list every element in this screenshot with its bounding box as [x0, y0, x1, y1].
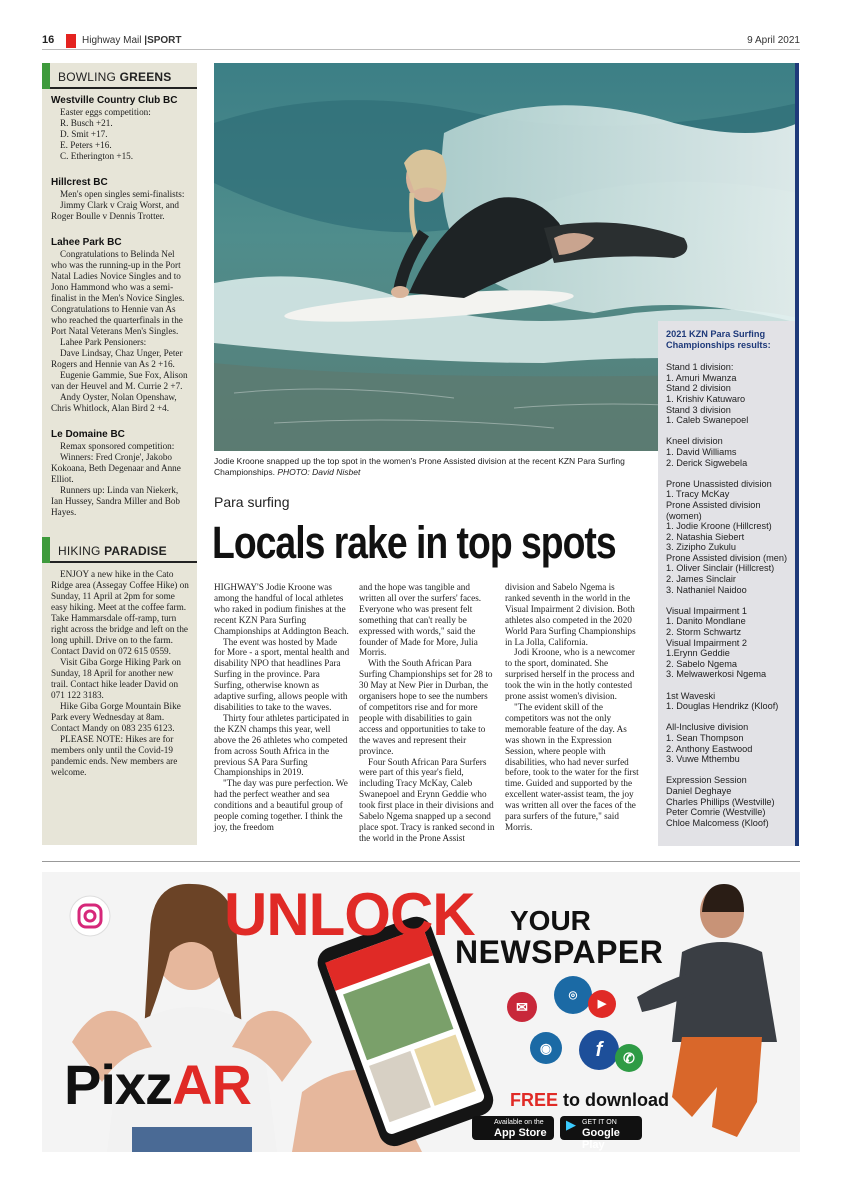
club-result-line: R. Busch +21.: [60, 118, 113, 128]
results-line: Kneel division: [666, 436, 723, 447]
hiking-section-title: [58, 544, 167, 558]
results-line: 2. Sabelo Ngema: [666, 658, 737, 669]
facebook-icon: f: [579, 1030, 619, 1070]
article-paragraph: The event was hosted by Made for More - a sport, mental health and disability NPO that headlines Para Surfing in the province. Para Surfing, otherwise known as adaptive surfing, allows people with disabilities to take to the waves.: [214, 636, 350, 712]
results-line: 1. Caleb Swanepoel: [666, 415, 749, 426]
results-title: 2021 KZN Para Surfing Championships results:: [666, 329, 771, 350]
photo-caption: [214, 456, 634, 478]
club-result-line: Eugenie Gammie, Sue Fox, Alison van der Heuvel and M. Currie 2 +7.: [51, 370, 188, 391]
results-line: Peter Comrie (Westville): [666, 807, 766, 818]
results-line: 2. James Sinclair: [666, 574, 736, 585]
article-paragraph: HIGHWAY'S Jodie Kroone was among the handful of local athletes who raked in podium finishes at the recent KZN Para Surfing Championships at Addington Beach.: [214, 582, 349, 636]
article-column-3: [505, 582, 641, 833]
club-result-line: D. Smit +17.: [60, 129, 108, 139]
club-name: Westville Country Club BC: [51, 95, 178, 106]
results-line: 1. Krishiv Katuwaro: [666, 393, 746, 404]
results-line: Expression Session: [666, 775, 747, 786]
photo-credit: PHOTO: David Nisbet: [277, 467, 361, 477]
caption-text: Jodie Kroone snapped up the top spot in the women's Prone Assisted division at the recent KZN Para Surfing Championships.: [214, 456, 625, 477]
section-name: SPORT: [147, 35, 182, 46]
app-store-badge[interactable]: [472, 1116, 554, 1140]
results-line: 3. Melwawerkosi Ngema: [666, 669, 767, 680]
club-name: Hillcrest BC: [51, 177, 108, 188]
results-line: 1. Sean Thompson: [666, 732, 744, 743]
article-column-1: [214, 582, 350, 833]
google-play-badge[interactable]: [560, 1116, 642, 1151]
ad-free-word: FREE: [510, 1090, 559, 1110]
hiking-section-header: [42, 537, 197, 563]
results-group: [666, 691, 795, 712]
club-name: Le Domaine BC: [51, 429, 125, 440]
publication-name: Highway Mail: [82, 35, 142, 46]
club-result-line: E. Peters +16.: [60, 140, 112, 150]
page-divider: [42, 861, 800, 862]
results-line: Chloe Malcomess (Kloof): [666, 817, 769, 828]
hiking-paragraph: ENJOY a new hike in the Cato Ridge area (Assegay Coffee Hike) on Sunday, 11 April at 2pm for some easy hiking. Meet at the coffee farm. Take Hammarsdale off-ramp, turn right across the bridge and left on the long uphill. Drive on to the farm. Contact David on 072 615 0559.: [51, 569, 189, 656]
page-header: [42, 34, 800, 50]
google-play-big-text: Google Play: [582, 1127, 620, 1151]
bowling-title-light: BOWLING: [58, 70, 117, 84]
youtube-icon: ▶: [588, 990, 616, 1018]
results-line: Visual Impairment 1: [666, 605, 748, 616]
article-paragraph: With the South African Para Surfing Championships set for 28 to 30 May at New Pier in Durban, the organisers hope to see the numbers of competitors rise and for more people with disabilities to gain access and opportunities to take to the waves and represent their province.: [359, 658, 493, 756]
club-result-line: Remax sponsored competition:: [60, 441, 175, 451]
club-result-line: Men's open singles semi-finalists:: [60, 189, 185, 199]
club-result-line: Winners: Fred Cronje', Jakobo Kokoana, Beth Degenaar and Anne Elliot.: [51, 452, 181, 484]
article-kicker: Para surfing: [214, 494, 290, 510]
google-play-small-text: GET IT ON: [582, 1119, 617, 1126]
results-line: Stand 1 division:: [666, 362, 734, 373]
app-store-small-text: Available on the: [494, 1119, 544, 1126]
article-column-2: [359, 582, 495, 844]
article-headline: Locals rake in top spots: [212, 517, 616, 568]
results-line: 1. Tracy McKay: [666, 489, 730, 500]
hiking-title-bold: PARADISE: [104, 544, 167, 558]
app-store-big-text: App Store: [494, 1127, 547, 1139]
results-line: Prone Assisted division (women): [666, 499, 761, 521]
bowling-title-bold: GREENS: [119, 70, 172, 84]
hiking-paragraph: PLEASE NOTE: Hikes are for members only until the Covid-19 pandemic ends. New members are welcome.: [51, 734, 178, 777]
results-box: [658, 321, 795, 846]
club-result-line: Lahee Park Pensioners:: [60, 337, 147, 347]
results-box-accent: [795, 63, 799, 846]
club-result-line: Congratulations to Belinda Nel who was the running-up in the Port Natal Ladies Novice Singles and to Jono Hammond who was a semi-finalist in the Men's Novice Singles. Congratulations to Hennie van As who reached the quarterfinals in the Port Natal Veterans Men's Singles.: [51, 249, 185, 336]
results-line: 1. Oliver Sinclair (Hillcrest): [666, 563, 775, 574]
left-sidebar: [42, 63, 197, 845]
results-line: 1. Danito Mondlane: [666, 616, 746, 627]
article-paragraph: division and Sabelo Ngema is ranked seventh in the world in the Visual Impairment 2 division. Both athletes also competed in the 2020 World Para Surfing Championships in La Jolla, California.: [505, 582, 636, 647]
header-separator: |: [144, 35, 148, 46]
club-result-line: Jimmy Clark v Craig Worst, and Roger Boulle v Dennis Trotter.: [51, 200, 180, 221]
results-group: [666, 479, 795, 596]
results-line: 3. Nathaniel Naidoo: [666, 584, 747, 595]
pixzar-logo-part1: Pixz: [64, 1053, 173, 1116]
header-publication: [82, 35, 182, 46]
article-paragraph: Four South African Para Surfers were part of this year's field, including Tracy McKay, Caleb Swanepoel and Erynn Geddie who took first place in their divisions and Sabelo Ngema snapped up a second place spot. Tracy is ranked second in the world in the Prone Assist: [359, 756, 495, 843]
results-line: 2. Derick Sigwebela: [666, 457, 748, 468]
results-line: 1st Waveski: [666, 690, 716, 701]
hiking-title-light: HIKING: [58, 544, 101, 558]
results-line: Stand 3 division: [666, 404, 731, 415]
results-group: [666, 722, 795, 764]
camera-icon: ◉: [530, 1032, 562, 1064]
results-group: [666, 775, 795, 828]
issue-date: 9 April 2021: [747, 35, 800, 46]
results-line: Daniel Deghaye: [666, 785, 732, 796]
results-line: 2. Storm Schwartz: [666, 627, 742, 638]
article-paragraph: Jodi Kroone, who is a newcomer to the sport, dominated. She surprised herself in the process and took the win in the hotly contested prone assist women's division.: [505, 647, 635, 702]
location-pin-icon: ⌾: [554, 976, 592, 1014]
results-group: [666, 606, 795, 680]
article-paragraph: Thirty four athletes participated in the KZN champs this year, well above the 26 athletes who competed from across South Africa in the previous SA Para Surfing Championships in 2019.: [214, 712, 350, 778]
ad-newspaper-text: NEWSPAPER: [455, 934, 664, 970]
bowling-section-header: [42, 63, 197, 89]
results-line: Prone Unassisted division: [666, 478, 772, 489]
results-line: 1.Erynn Geddie: [666, 648, 730, 659]
section-green-marker: [42, 63, 50, 89]
ad-download-word: to download: [563, 1090, 670, 1110]
club-result-line: Easter eggs competition:: [60, 107, 151, 117]
results-line: 1. Jodie Kroone (Hillcrest): [666, 521, 772, 532]
hiking-paragraph: Hike Giba Gorge Mountain Bike Park every Wednesday at 8am. Contact Mandy on 083 235 6123.: [51, 701, 181, 733]
ad-your-text: YOUR: [510, 905, 591, 936]
club-name: Lahee Park BC: [51, 237, 122, 248]
header-red-marker: [66, 34, 76, 48]
ad-unlock-text: UNLOCK: [224, 881, 475, 948]
club-result-line: C. Etherington +15.: [60, 151, 134, 161]
results-line: 2. Anthony Eastwood: [666, 743, 753, 754]
pixzar-logo-part2: AR: [172, 1053, 251, 1116]
ad-free-download: [510, 1090, 669, 1111]
results-line: 3. Zizipho Zukulu: [666, 542, 736, 553]
whatsapp-icon: ✆: [615, 1044, 643, 1072]
results-line: 2. Natashia Siebert: [666, 531, 745, 542]
hiking-paragraph: Visit Giba Gorge Hiking Park on Sunday, 18 April for another new trail. Contact hike leader David on 071 122 3183.: [51, 657, 182, 700]
email-icon: ✉: [507, 992, 537, 1022]
bowling-clubs: [42, 95, 197, 518]
section-green-marker: [42, 537, 50, 563]
pixzar-advert[interactable]: [42, 872, 800, 1152]
results-line: 1. Amuri Mwanza: [666, 372, 737, 383]
pixzar-logo: [64, 1052, 251, 1117]
results-group: [666, 436, 795, 468]
club-result-line: Dave Lindsay, Chaz Unger, Peter Rogers and Hennie van As 2 +16.: [51, 348, 183, 369]
results-line: 1. David Williams: [666, 446, 737, 457]
results-line: 3. Vuwe Mthembu: [666, 754, 740, 765]
bowling-section-title: [58, 70, 172, 84]
results-list: [666, 362, 795, 828]
article-paragraph: and the hope was tangible and written all over the surfers' faces. Everyone who was present felt something that can't really be expressed with words," said the founder of Made for More, Julia Morris.: [359, 582, 482, 658]
results-line: Visual Impairment 2: [666, 637, 748, 648]
results-line: All-Inclusive division: [666, 722, 749, 733]
hiking-paragraphs: [42, 569, 197, 778]
club-result-line: Runners up: Linda van Niekerk, Ian Hussey, Sandra Miller and Bob Hayes.: [51, 485, 181, 517]
results-line: Prone Assisted division (men): [666, 552, 788, 563]
article-paragraph: "The evident skill of the competitors was not the only memorable feature of the day. As was shown in the Expression Session, where people with disabilities, who had never surfed before, took to the water for the first time. Guided and supported by the excellent water-assist team, the joy was written all over the faces of the para surfers of the future," said Morris.: [505, 701, 639, 832]
article-paragraph: "The day was pure perfection. We had the perfect weather and sea conditions and a beautiful group of people coming together. I think the joy, the freedom: [214, 778, 348, 832]
results-group: [666, 362, 795, 426]
club-result-line: Andy Oyster, Nolan Openshaw, Chris Whitlock, Alan Bird 2 +4.: [51, 392, 177, 413]
page-number: 16: [42, 34, 55, 46]
results-line: Stand 2 division: [666, 383, 731, 394]
google-play-icon: ▶: [566, 1117, 576, 1132]
results-line: Charles Phillips (Westville): [666, 796, 775, 807]
results-line: 1. Douglas Hendrikz (Kloof): [666, 701, 779, 712]
